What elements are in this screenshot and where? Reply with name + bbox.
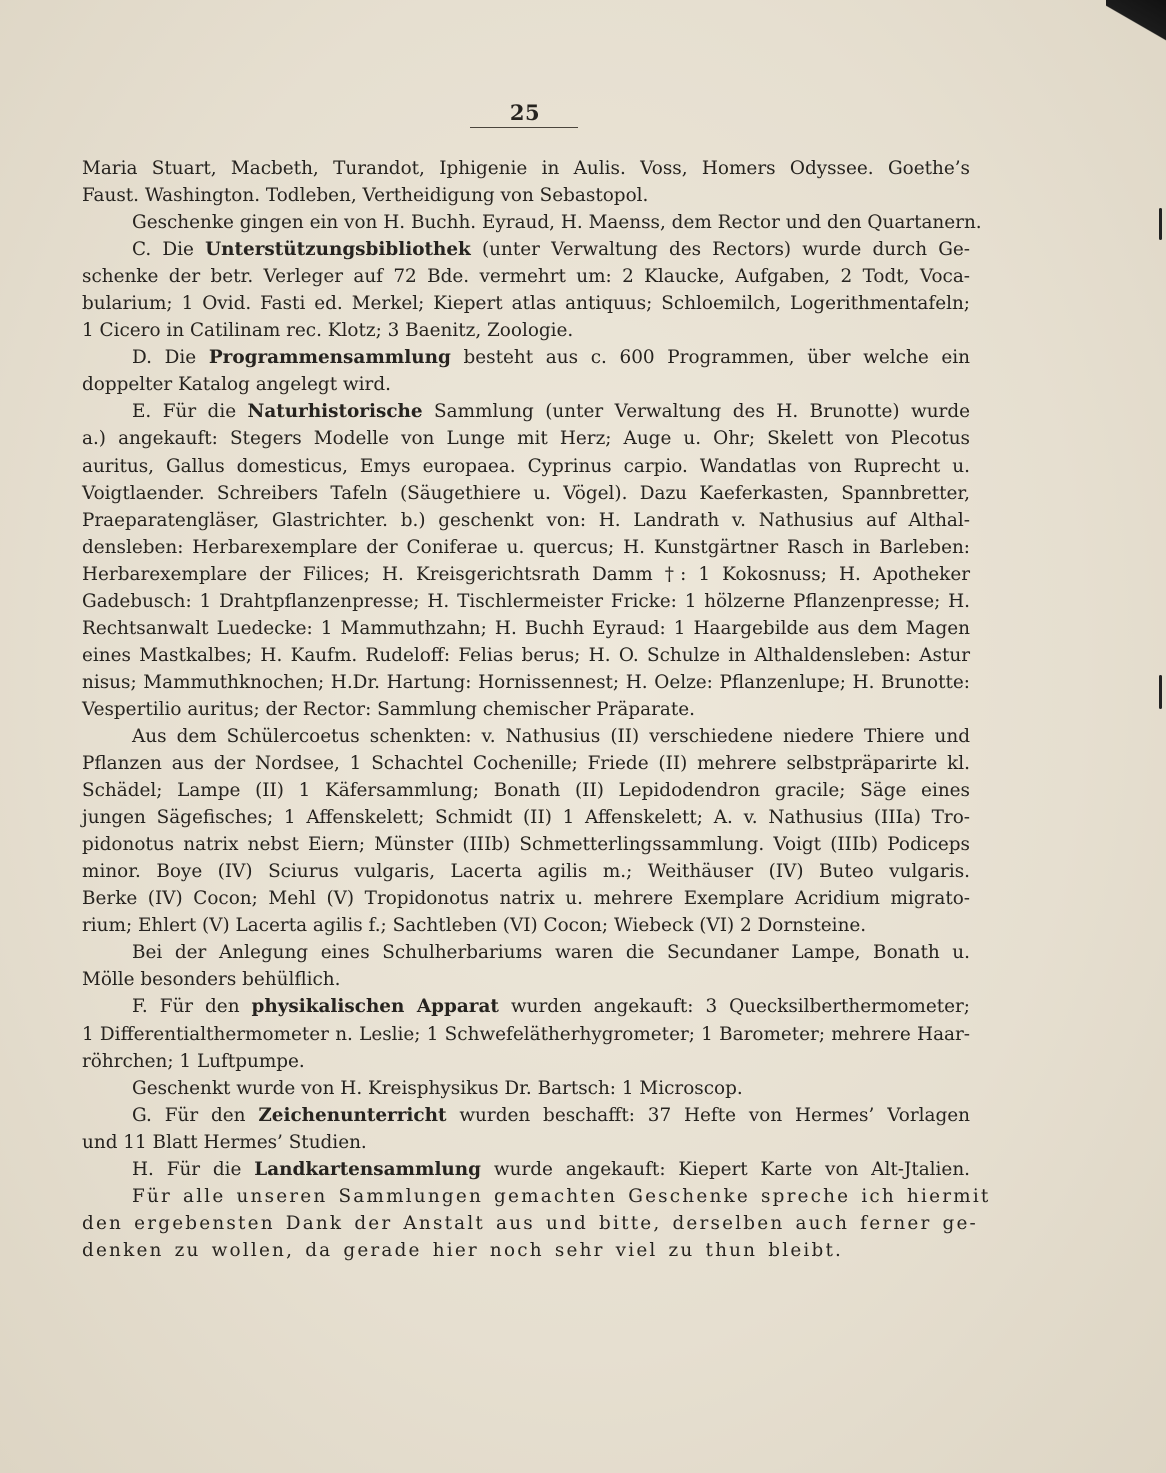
text-line [82,1048,970,1075]
text-line [82,290,970,317]
text-segment: Schädel; Lampe (II) 1 Käfersammlung; Bonath (II) Lepidodendron gracile; Säge eines [82,780,970,802]
text-segment: bularium; 1 Ovid. Fasti ed. Merkel; Kiepert atlas antiquus; Schloemilch, Logerithmentafeln; [82,293,970,315]
text-segment: Gadebusch: 1 Drahtpflanzenpresse; H. Tischlermeister Fricke: 1 hölzerne Pflanzenpresse; H. [82,590,970,612]
text-segment: Für alle unseren Sammlungen gemachten Geschenke spreche ich hiermit [132,1185,991,1207]
section-heading: physikalischen Apparat [251,996,499,1018]
text-segment: nisus; Mammuthknochen; H.Dr. Hartung: Hornissennest; H. Oelze: Pflanzenlupe; H. Brunotte: [82,671,970,693]
text-line [82,696,970,723]
text-line [82,263,970,290]
text-line [82,804,970,831]
text-segment: G. Für den [132,1104,259,1126]
text-line [82,561,970,588]
text-segment: Bei der Anlegung eines Schulherbariums waren die Secundaner Lampe, Bonath u. [132,942,970,964]
text-segment: wurden angekauft: 3 Quecksilberthermometer; [498,996,970,1018]
text-line [82,1183,991,1210]
section-heading: Landkartensammlung [254,1158,482,1180]
text-segment: densleben: Herbarexemplare der Coniferae u. quercus; H. Kunstgärtner Rasch in Barleben: [82,536,970,558]
text-segment: wurde angekauft: Kiepert Karte von Alt-Jtalien. [481,1158,971,1180]
text-segment: Maria Stuart, Macbeth, Turandot, Iphigenie in Aulis. Voss, Homers Odyssee. Goethe’s [82,158,970,179]
text-segment: Geschenke gingen ein von H. Buchh. Eyraud, H. Maenss, dem Rector und den Quartanern. [132,212,982,234]
text-line [82,669,970,696]
section-heading: Zeichenunterricht [258,1104,447,1126]
text-line [82,371,970,398]
text-line [82,534,970,561]
text-line [82,182,970,209]
text-line [82,723,970,750]
edge-mark [1159,208,1162,240]
text-segment: C. Die [132,239,206,261]
page-number: 25 [509,100,541,125]
text-segment: H. Für die [132,1158,255,1180]
text-segment: D. Die [132,347,209,369]
text-line [82,939,970,966]
text-segment: Pflanzen aus der Nordsee, 1 Schachtel Cochenille; Friede (II) mehrere selbstpräparirte kl. [82,753,970,775]
edge-mark [1159,675,1162,709]
text-line [82,993,970,1020]
text-segment: pidonotus natrix nebst Eiern; Münster (IIIb) Schmetterlingssammlung. Voigt (IIIb) Podiceps [82,834,970,856]
text-line [82,615,970,642]
text-segment: jungen Sägefisches; 1 Affenskelett; Schmidt (II) 1 Affenskelett; A. v. Nathusius (IIIa) Tro- [82,807,970,829]
text-segment: 1 Cicero in Catilinam rec. Klotz; 3 Baenitz, Zoologie. [82,320,574,342]
text-line [82,750,970,777]
text-segment: F. Für den [132,996,252,1018]
text-segment: schenke der betr. Verleger auf 72 Bde. vermehrt um: 2 Klaucke, Aufgaben, 2 Todt, Voca- [82,266,970,288]
text-line [82,588,970,615]
text-line [82,398,970,425]
text-line [82,236,970,263]
text-segment: doppelter Katalog angelegt wird. [82,374,391,396]
text-segment: wurden beschafft: 37 Hefte von Hermes’ Vorlagen [446,1104,970,1126]
text-line [82,1102,970,1129]
text-segment: auritus, Gallus domesticus, Emys europaea. Cyprinus carpio. Wandatlas von Ruprecht u. [82,455,970,477]
text-segment: röhrchen; 1 Luftpumpe. [82,1050,305,1072]
text-line [82,209,982,236]
text-segment: denken zu wollen, da gerade hier noch sehr viel zu thun bleibt. [82,1239,844,1261]
body-text [82,155,991,1264]
text-segment: Herbarexemplare der Filices; H. Kreisgerichtsrath Damm †: 1 Kokosnuss; H. Apotheker [82,563,970,585]
text-line [82,507,970,534]
text-segment: Faust. Washington. Todleben, Vertheidigung von Sebastopol. [82,185,649,207]
text-segment: Sammlung (unter Verwaltung des H. Brunotte) wurde [422,401,970,423]
text-segment: Praeparatengläser, Glastrichter. b.) geschenkt von: H. Landrath v. Nathusius auf Althal- [82,509,970,531]
text-line [82,966,970,993]
text-segment: E. Für die [132,401,248,423]
text-line [82,425,970,452]
text-line [82,155,970,182]
text-line [82,885,970,912]
text-segment: 1 Differentialthermometer n. Leslie; 1 Schwefelätherhygrometer; 1 Barometer; mehrere Haar- [82,1023,970,1045]
text-line [82,1021,970,1048]
text-segment: minor. Boye (IV) Sciurus vulgaris, Lacerta agilis m.; Weithäuser (IV) Buteo vulgaris. [82,861,970,883]
text-segment: besteht aus c. 600 Programmen, über welche ein [450,347,970,369]
text-line [82,1075,970,1102]
text-segment: Aus dem Schülercoetus schenkten: v. Nathusius (II) verschiedene niedere Thiere und [132,725,970,747]
text-line [82,317,970,344]
text-segment: Voigtlaender. Schreibers Tafeln (Säugethiere u. Vögel). Dazu Kaeferkasten, Spannbretter, [82,482,970,504]
text-segment: Rechtsanwalt Luedecke: 1 Mammuthzahn; H. Buchh Eyraud: 1 Haargebilde aus dem Magen [82,617,970,639]
page-number-rule [470,127,578,128]
text-line [82,777,970,804]
text-line [82,480,970,507]
text-line [82,453,970,480]
text-segment: eines Mastkalbes; H. Kaufm. Rudeloff: Felias berus; H. O. Schulze in Althaldensleben: Astur [82,644,970,666]
text-line [82,831,970,858]
text-line [82,642,970,669]
text-segment: den ergebensten Dank der Anstalt aus und bitte, derselben auch ferner ge- [82,1212,978,1234]
text-line [82,858,970,885]
text-line [82,1237,970,1264]
section-heading: Programmensammlung [208,347,451,369]
text-segment: Vespertilio auritus; der Rector: Sammlung chemischer Präparate. [82,698,695,720]
text-line [82,1129,970,1156]
text-segment: Geschenkt wurde von H. Kreisphysikus Dr. Bartsch: 1 Microscop. [132,1077,743,1099]
section-heading: Unterstützungsbibliothek [205,239,471,261]
text-segment: und 11 Blatt Hermes’ Studien. [82,1131,367,1153]
text-line [82,344,970,371]
text-line [82,1156,970,1183]
text-segment: (unter Verwaltung des Rectors) wurde durch Ge- [470,239,971,261]
section-heading: Naturhistorische [247,401,423,423]
text-line [82,912,970,939]
text-segment: Berke (IV) Cocon; Mehl (V) Tropidonotus natrix u. mehrere Exemplare Acridium migrato- [82,888,970,910]
text-segment: Mölle besonders behülflich. [82,969,341,991]
text-segment: a.) angekauft: Stegers Modelle von Lunge mit Herz; Auge u. Ohr; Skelett von Plecotus [82,428,970,450]
text-line [82,1210,978,1237]
dark-corner-edge [1106,0,1166,70]
text-segment: rium; Ehlert (V) Lacerta agilis f.; Sachtleben (VI) Cocon; Wiebeck (VI) 2 Dornsteine. [82,915,867,937]
